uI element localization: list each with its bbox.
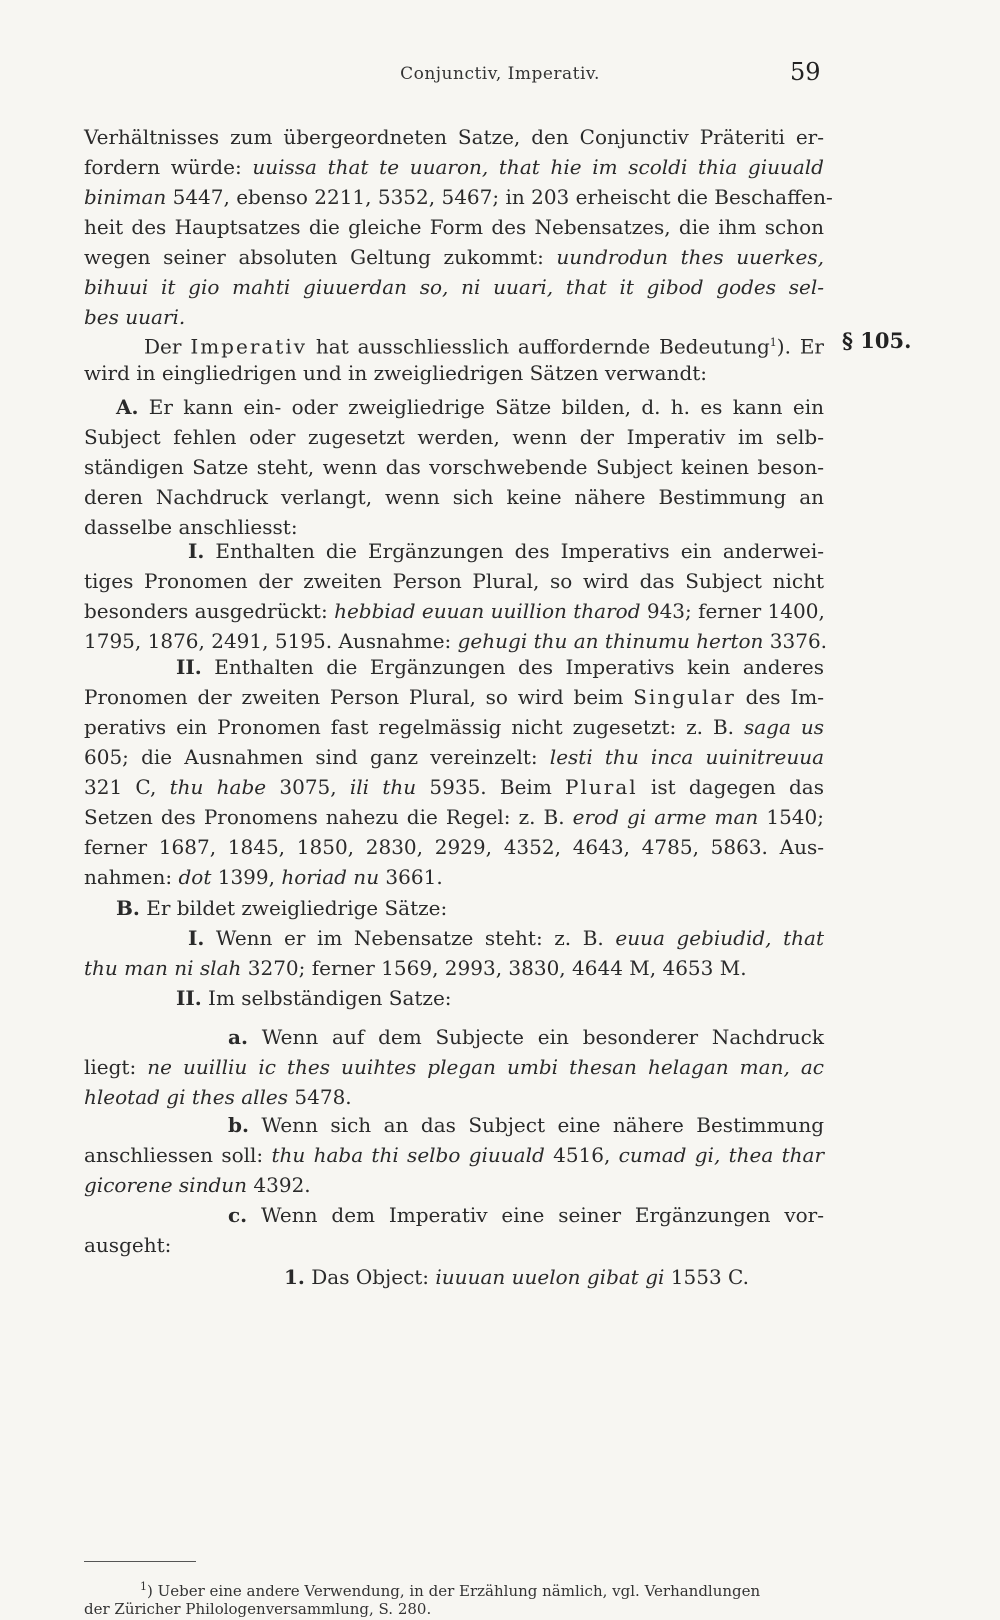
text-line: bes uuari. bbox=[84, 305, 186, 329]
text-line: perativs ein Pronomen fast regelmässig nicht zugesetzt: z. B. saga us bbox=[84, 715, 824, 739]
text-line: fordern würde: uuissa that te uuaron, that hie im scoldi thia giuuald bbox=[84, 155, 824, 179]
running-title: Conjunctiv, Imperativ. bbox=[400, 64, 600, 84]
text-line: ausgeht: bbox=[84, 1233, 172, 1257]
text-line: liegt: ne uuilliu ic thes uuihtes plegan umbi thesan helagan man, ac bbox=[84, 1055, 824, 1079]
text-line: ständigen Satze steht, wenn das vorschwebende Subject keinen beson- bbox=[84, 455, 824, 479]
text-line: hleotad gi thes alles 5478. bbox=[84, 1085, 352, 1109]
text-line: deren Nachdruck verlangt, wenn sich keine nähere Bestimmung an bbox=[84, 485, 824, 509]
footnote-line: $^1$) Ueber eine andere Verwendung, in der Erzählung nämlich, vgl. Verhandlungen bbox=[140, 1580, 761, 1600]
text-line: 605; die Ausnahmen sind ganz vereinzelt: lesti thu inca uuinitreuua bbox=[84, 745, 825, 769]
text-line: Verhältnisses zum übergeordneten Satze, den Conjunctiv Präteriti er- bbox=[84, 125, 824, 149]
text-line: Subject fehlen oder zugesetzt werden, wenn der Imperativ im selb- bbox=[84, 425, 824, 449]
text-line: nahmen: dot 1399, horiad nu 3661. bbox=[84, 865, 443, 889]
text-line: 1795, 1876, 2491, 5195. Ausnahme: gehugi thu an thinumu herton 3376. bbox=[84, 629, 828, 653]
text-line: b. Wenn sich an das Subject eine nähere Bestimmung bbox=[228, 1113, 824, 1137]
text-line: B. Er bildet zweigliedrige Sätze: bbox=[116, 896, 448, 920]
text-line: wird in eingliedrigen und in zweigliedrigen Sätzen verwandt: bbox=[84, 361, 708, 385]
text-line: biniman 5447, ebenso 2211, 5352, 5467; in 203 erheischt die Beschaffen- bbox=[84, 185, 833, 209]
text-line: bihuui it gio mahti giuuerdan so, ni uuari, that it gibod godes sel- bbox=[84, 275, 824, 299]
text-line: Setzen des Pronomens nahezu die Regel: z. B. erod gi arme man 1540; bbox=[84, 805, 824, 829]
text-line: 321 C, thu habe 3075, ili thu 5935. Beim Plural ist dagegen das bbox=[84, 775, 824, 799]
text-line: dasselbe anschliesst: bbox=[84, 515, 298, 539]
section-mark: § 105. bbox=[842, 328, 912, 353]
text-line: gicorene sindun 4392. bbox=[84, 1173, 311, 1197]
text-line: Pronomen der zweiten Person Plural, so wird beim Singular des Im- bbox=[84, 685, 824, 709]
text-line: tiges Pronomen der zweiten Person Plural, so wird das Subject nicht bbox=[84, 569, 824, 593]
text-line: a. Wenn auf dem Subjecte ein besonderer Nachdruck bbox=[228, 1025, 824, 1049]
page-number: 59 bbox=[790, 58, 821, 86]
text-line: ferner 1687, 1845, 1850, 2830, 2929, 4352, 4643, 4785, 5863. Aus- bbox=[84, 835, 824, 859]
footnote-line: der Züricher Philologenversammlung, S. 280. bbox=[84, 1600, 432, 1618]
text-line: I. Enthalten die Ergänzungen des Imperativs ein anderwei- bbox=[188, 539, 824, 563]
text-line: II. Im selbständigen Satze: bbox=[176, 986, 452, 1010]
text-line: c. Wenn dem Imperativ eine seiner Ergänzungen vor- bbox=[228, 1203, 824, 1227]
text-line: II. Enthalten die Ergänzungen des Imperativs kein anderes bbox=[176, 655, 824, 679]
text-line: A. Er kann ein- oder zweigliedrige Sätze bilden, d. h. es kann ein bbox=[116, 395, 824, 419]
text-line: 1. Das Object: iuuuan uuelon gibat gi 1553 C. bbox=[284, 1265, 749, 1289]
text-line: thu man ni slah 3270; ferner 1569, 2993, 3830, 4644 M, 4653 M. bbox=[84, 956, 747, 980]
text-line: I. Wenn er im Nebensatze steht: z. B. euua gebiudid, that bbox=[188, 926, 824, 950]
text-line: besonders ausgedrückt: hebbiad euuan uuillion tharod 943; ferner 1400, bbox=[84, 599, 825, 623]
text-line: wegen seiner absoluten Geltung zukommt: uundrodun thes uuerkes, bbox=[84, 245, 824, 269]
text-line: heit des Hauptsatzes die gleiche Form des Nebensatzes, die ihm schon bbox=[84, 215, 824, 239]
footnote-rule bbox=[84, 1561, 196, 1562]
text-line: Der Imperativ hat ausschliesslich auffordernde Bedeutung$^1$). Er bbox=[144, 334, 824, 359]
text-line: anschliessen soll: thu haba thi selbo giuuald 4516, cumad gi, thea thar bbox=[84, 1143, 825, 1167]
